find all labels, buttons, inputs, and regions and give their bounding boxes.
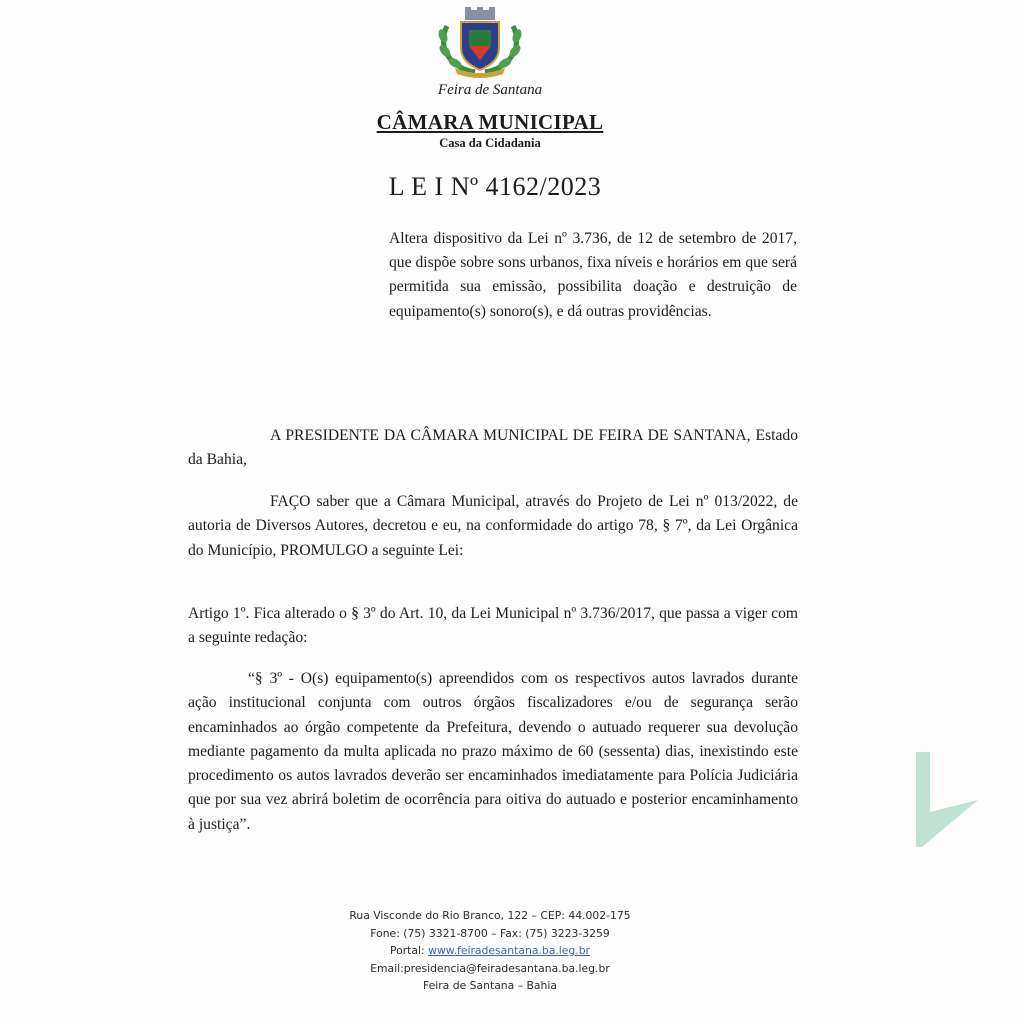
law-title: L E I Nº 4162/2023	[388, 172, 602, 201]
chamber-title-text: CÂMARA MUNICIPAL	[376, 110, 604, 134]
watermark-shape	[912, 752, 982, 847]
law-summary: Altera dispositivo da Lei nº 3.736, de 12 de setembro de 2017, que dispõe sobre sons urbanos, fixa níveis e horários em que será permitida sua emissão, possibilita doação e destruição de equipamento(s) sonoro(s), e dá outras providências.	[389, 230, 797, 320]
footer-portal-label: Portal:	[390, 944, 429, 958]
footer-phone: Fone: (75) 3321-8700 – Fax: (75) 3223-3259	[370, 926, 610, 940]
footer-location: Feira de Santana – Bahia	[422, 979, 558, 993]
promulgation-paragraph: FAÇO saber que a Câmara Municipal, através do Projeto de Lei nº 013/2022, de autoria de Diversos Autores, decretou e eu, na conformidade do artigo 78, § 7º, da Lei Orgânica do Município, PROMULGO a seguinte Lei:	[188, 493, 798, 559]
footer	[0, 907, 980, 995]
footer-address: Rua Visconde do Rio Branco, 122 – CEP: 44.002-175	[349, 909, 631, 922]
chamber-title	[0, 110, 980, 135]
paragraph-3-quote: “§ 3º - O(s) equipamento(s) apreendidos com os respectivos autos lavrados durante ação institucional conjunta com outros órgãos fiscalizadores e/ou de segurança serão encaminhados ao órgão competente da Prefeitura, devendo o autuado requerer sua devolução mediante pagamento da multa aplicada no prazo máximo de 60 (sessenta) dias, inexistindo este procedimento os autos lavrados deverão ser encaminhados imediatamente para Polícia Judiciária que por sua vez abrirá boletim de ocorrência para oitiva do autuado e posterior encaminhamento à justiça”.	[188, 670, 798, 833]
chamber-subtitle: Casa da Cidadania	[439, 136, 541, 150]
footer-portal	[0, 942, 980, 960]
article-1-paragraph: Artigo 1º. Fica alterado o § 3º do Art. 10, da Lei Municipal nº 3.736/2017, que passa a viger com a seguinte redação:	[188, 605, 798, 647]
footer-email: Email:presidencia@feiradesantana.ba.leg.br	[370, 961, 610, 975]
portal-link[interactable]: www.feiradesantana.ba.leg.br	[428, 944, 590, 958]
coat-of-arms-logo	[435, 6, 525, 78]
preamble-paragraph: A PRESIDENTE DA CÂMARA MUNICIPAL DE FEIRA DE SANTANA, Estado da Bahia,	[188, 427, 798, 469]
city-name: Feira de Santana	[437, 82, 543, 98]
